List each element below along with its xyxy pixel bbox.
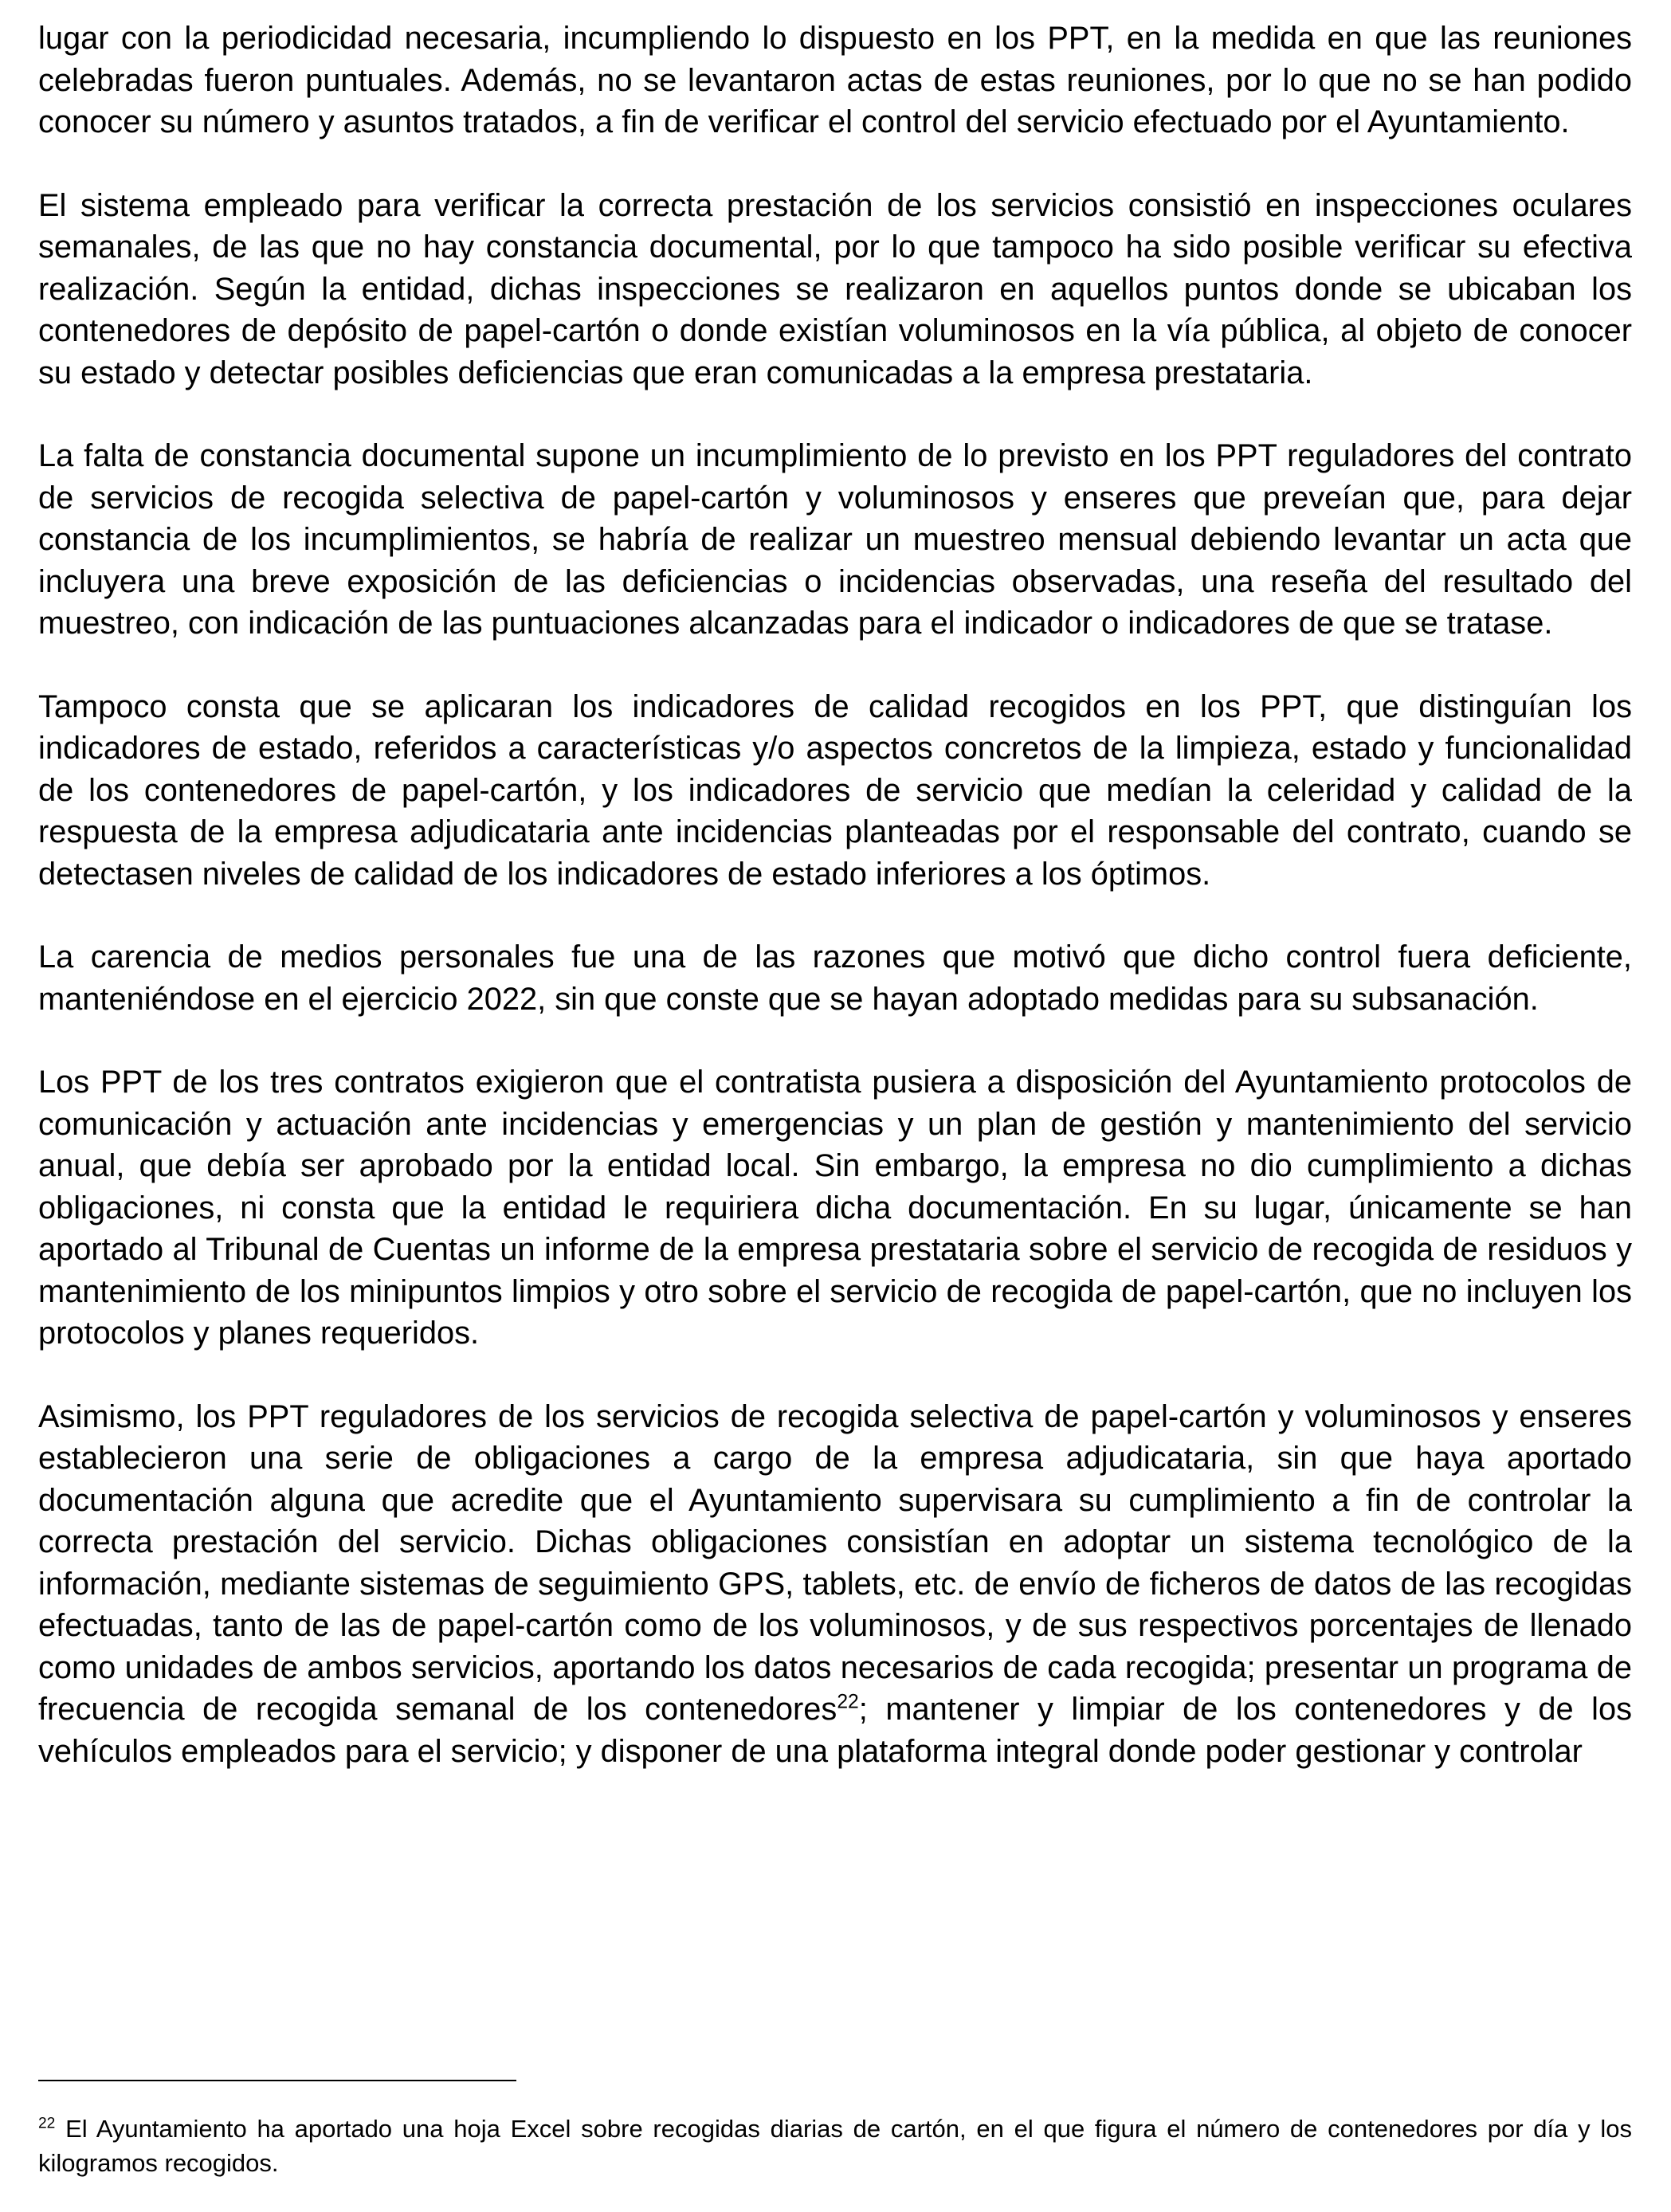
document-body [38, 18, 1632, 1814]
paragraph-7-text-start: Asimismo, los PPT reguladores de los servicios de recogida selectiva de papel-cartón y voluminosos y enseres establecieron una serie de obligaciones a cargo de la empresa adjudicataria, sin que haya aportado documentación alguna que acredite que el Ayuntamiento supervisara su cumplimiento a fin de controlar la correcta prestación del servicio. Dichas obligaciones consistían en adoptar un sistema tecnológico de la información, mediante sistemas de seguimiento GPS, tablets, etc. de envío de ficheros de datos de las recogidas efectuadas, tanto de las de papel-cartón como de los voluminosos, y de sus respectivos porcentajes de llenado como unidades de ambos servicios, aportando los datos necesarios de cada recogida; presentar un programa de frecuencia de recogida semanal de los contenedores [38, 1398, 1632, 1727]
footnote-number: 22 [38, 2115, 56, 2132]
footnote-22 [38, 2112, 1632, 2180]
paragraph-1: lugar con la periodicidad necesaria, incumpliendo lo dispuesto en los PPT, en la medida en que las reuniones celebradas fueron puntuales. Además, no se levantaron actas de estas reuniones, por lo que no se han podido conocer su número y asuntos tratados, a fin de verificar el control del servicio efectuado por el Ayuntamiento. [38, 21, 1632, 139]
paragraph-2: El sistema empleado para verificar la correcta prestación de los servicios consistió en inspecciones oculares semanales, de las que no hay constancia documental, por lo que tampoco ha sido posible verificar su efectiva realización. Según la entidad, dichas inspecciones se realizaron en aquellos puntos donde se ubicaban los contenedores de depósito de papel-cartón o donde existían voluminosos en la vía pública, al objeto de conocer su estado y detectar posibles deficiencias que eran comunicadas a la empresa prestataria. [38, 187, 1632, 390]
paragraph-3: La falta de constancia documental supone un incumplimiento de lo previsto en los PPT reguladores del contrato de servicios de recogida selectiva de papel-cartón y voluminosos y enseres que preveían que, para dejar constancia de los incumplimientos, se habría de realizar un muestreo mensual debiendo levantar un acta que incluyera una breve exposición de las deficiencias o incidencias observadas, una reseña del resultado del muestreo, con indicación de las puntuaciones alcanzadas para el indicador o indicadores de que se tratase. [38, 438, 1632, 641]
footnote-separator [38, 2080, 516, 2081]
footnote-text: El Ayuntamiento ha aportado una hoja Excel sobre recogidas diarias de cartón, en el que figura el número de contenedores por día y los kilogramos recogidos. [38, 2115, 1632, 2177]
footnote-reference[interactable]: 22 [837, 1691, 859, 1713]
paragraph-7-text-end: ; mantener y limpiar de los contenedores y de los vehículos empleados para el servicio; y disponer de una plataforma integral donde poder gestionar y controlar [38, 1692, 1632, 1769]
paragraph-7 [38, 1396, 1632, 1773]
paragraph-4: Tampoco consta que se aplicaran los indicadores de calidad recogidos en los PPT, que distinguían los indicadores de estado, referidos a características y/o aspectos concretos de la limpieza, estado y funcionalidad de los contenedores de papel-cartón, y los indicadores de servicio que medían la celeridad y calidad de la respuesta de la empresa adjudicataria ante incidencias planteadas por el responsable del contrato, cuando se detectasen niveles de calidad de los indicadores de estado inferiores a los óptimos. [38, 688, 1632, 892]
paragraph-6: Los PPT de los tres contratos exigieron que el contratista pusiera a disposición del Ayuntamiento protocolos de comunicación y actuación ante incidencias y emergencias y un plan de gestión y mantenimiento del servicio anual, que debía ser aprobado por la entidad local. Sin embargo, la empresa no dio cumplimiento a dichas obligaciones, ni consta que la entidad le requiriera dicha documentación. En su lugar, únicamente se han aportado al Tribunal de Cuentas un informe de la empresa prestataria sobre el servicio de recogida de residuos y mantenimiento de los minipuntos limpios y otro sobre el servicio de recogida de papel-cartón, que no incluyen los protocolos y planes requeridos. [38, 1065, 1632, 1351]
paragraph-5: La carencia de medios personales fue una de las razones que motivó que dicho control fuera deficiente, manteniéndose en el ejercicio 2022, sin que conste que se hayan adoptado medidas para su subsanación. [38, 939, 1632, 1017]
